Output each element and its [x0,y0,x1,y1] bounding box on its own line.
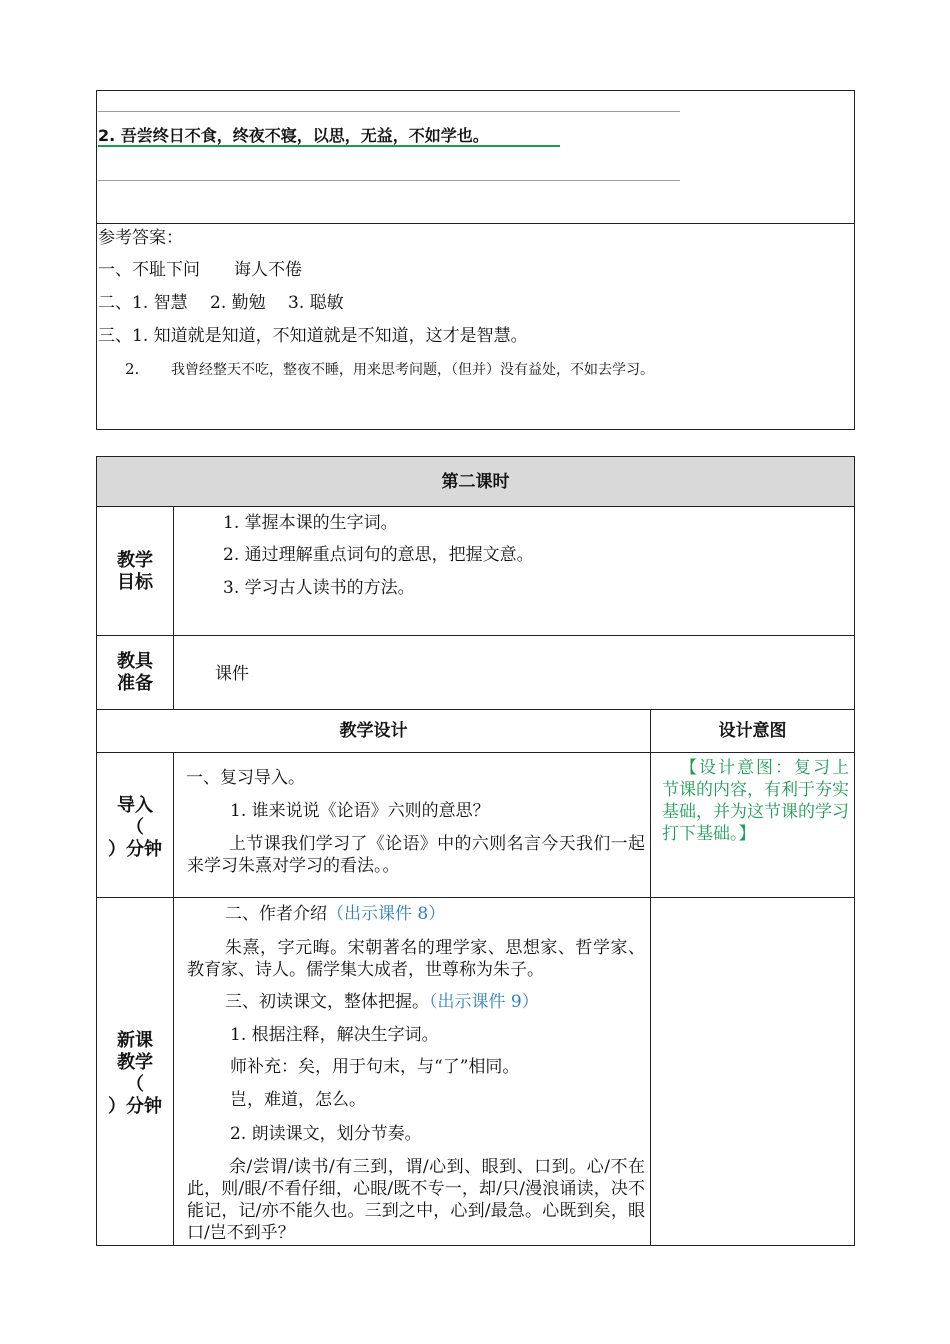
rule-after-tools [96,709,855,710]
step-1: 1. 根据注释，解决生字词。 [230,1025,439,1045]
intro-heading: 一、复习导入。 [186,768,305,788]
label-column-divider-bottom [173,752,174,1246]
rule-after-header [96,752,855,753]
author-slide-link[interactable]: （出示课件 8） [327,904,446,924]
supplement-1: 师补充：矣，用于句末，与“了”相同。 [230,1057,520,1077]
new-lesson-label-line-2: 教学 [117,1052,153,1073]
intro-label-line-2: （ [126,817,144,838]
answers-title: 参考答案： [98,228,183,248]
intent-column-header: 设计意图 [718,721,787,741]
author-heading [225,904,445,924]
answers-divider [96,223,855,224]
tools-label [97,651,173,695]
goal-item: 3. 学习古人读书的方法。 [223,578,415,598]
rhythm-paragraph [187,1156,645,1244]
design-intent-text: 【设计意图：复习上节课的内容，有利于夯实基础，并为这节课的学习打下基础。】 [662,758,849,844]
new-lesson-label-line-3: （ [126,1074,144,1095]
goal-item: 2. 通过理解重点词句的意思，把握文意。 [223,545,534,565]
goals-label-line-1: 教学 [117,550,153,571]
tools-label-line-2: 准备 [117,673,153,694]
rhythm-paragraph-text: 余/尝谓/读书/有三到，谓/心到、眼到、口到。心/不在此，则/眼/不看仔细，心眼/既不专一，却/只/漫浪诵读，决不能记，记/亦不能久也。三到之中，心到/最急。心既到矣，眼口/岂不到乎？ [187,1157,645,1243]
intro-question: 1. 谁来说说《论语》六则的意思？ [230,801,490,821]
author-heading-text: 二、作者介绍 [225,904,327,924]
answer-2: 二、1. 智慧 2. 勤勉 3. 聪敏 [98,293,344,313]
tools-value: 课件 [215,664,249,684]
design-column-header: 教学设计 [339,721,408,741]
lesson-title: 第二课时 [441,472,510,492]
new-lesson-label-line-1: 新课 [117,1030,153,1051]
read-heading [225,992,539,1012]
author-paragraph [187,937,645,981]
step-2: 2. 朗读课文，划分节奏。 [230,1124,422,1144]
new-lesson-label [97,1030,173,1118]
tools-label-line-1: 教具 [117,651,153,672]
question-2: 2. 吾尝终日不食，终夜不寝，以思，无益，不如学也。 [98,126,489,145]
goal-item: 1. 掌握本课的生字词。 [223,513,398,533]
new-lesson-label-line-4: ）分钟 [108,1096,162,1117]
goals-label [97,550,173,594]
read-slide-link[interactable]: （出示课件 9） [429,992,539,1012]
supplement-2: 岂，难道，怎么。 [230,1090,366,1110]
intro-label-line-3: ）分钟 [108,839,162,860]
answer-3-2-text: 我曾经整天不吃，整夜不睡，用来思考问题，（但并）没有益处，不如去学习。 [171,362,654,378]
answer-3-2-num: 2. [125,360,140,378]
intro-paragraph-text: 上节课我们学习了《论语》中的六则名言今天我们一起来学习朱熹对学习的看法。。 [187,834,645,876]
intent-column-divider [650,709,651,1246]
rule-after-goals [96,635,855,636]
design-intent [662,757,849,845]
label-column-divider-top [173,506,174,709]
read-heading-text: 三、初读课文，整体把握。 [225,992,429,1012]
answer-line-2 [98,180,680,181]
intro-paragraph [187,833,645,877]
answer-line-1 [98,111,680,112]
author-paragraph-text: 朱熹，字元晦。宋朝著名的理学家、思想家、哲学家、教育家、诗人。儒学集大成者，世尊称为朱子。 [187,938,645,980]
intro-label [97,795,173,861]
intro-label-line-1: 导入 [117,795,153,816]
rule-after-title [96,506,855,507]
question-underline [98,145,560,147]
goals-label-line-2: 目标 [117,572,153,593]
rule-after-intro [96,897,855,898]
answer-1: 一、不耻下问 诲人不倦 [98,260,302,280]
answer-3-1: 三、1. 知道就是知道，不知道就是不知道，这才是智慧。 [98,326,528,346]
